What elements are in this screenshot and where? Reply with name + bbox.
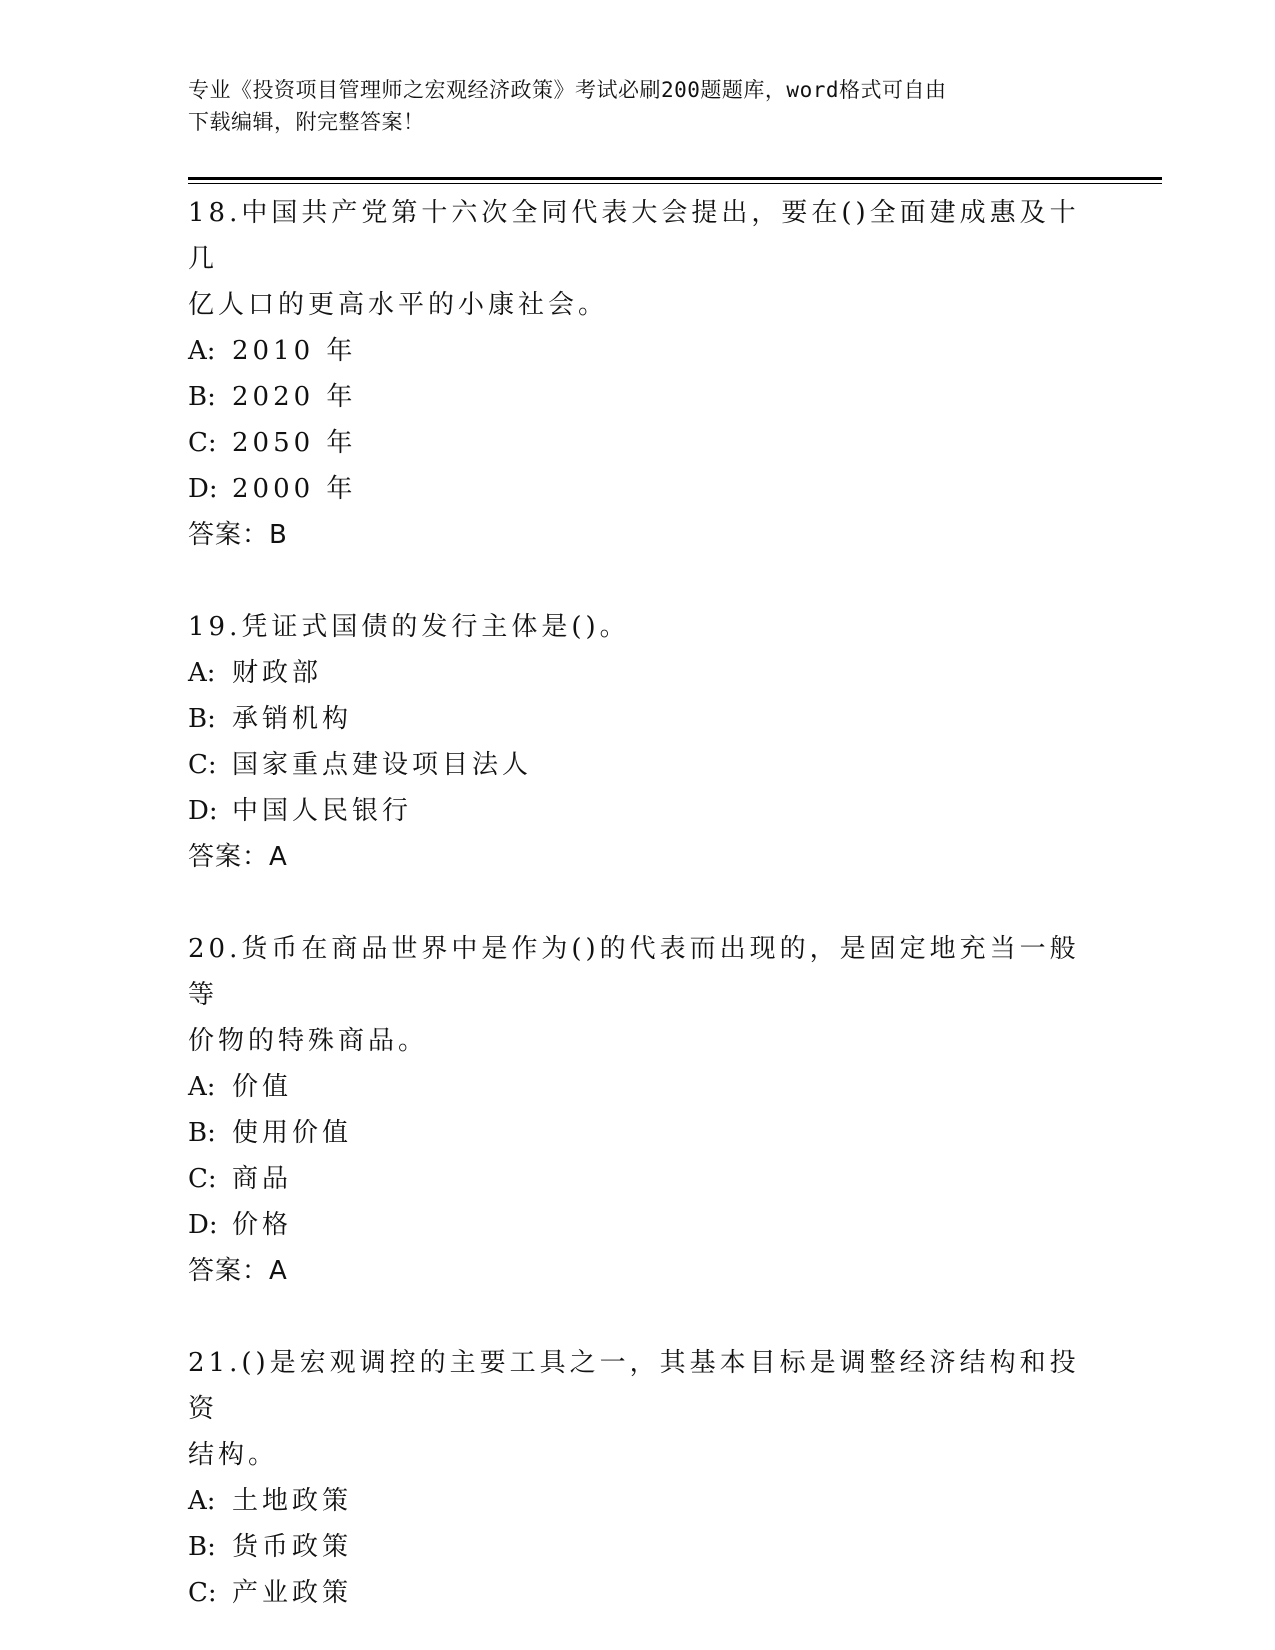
question-spacer	[188, 880, 1088, 926]
answer-line: 答案：B	[188, 520, 288, 550]
question-stem-line: 21.()是宏观调控的主要工具之一，其基本目标是调整经济结构和投资	[188, 1348, 1080, 1424]
question-21	[188, 1340, 1088, 1616]
option-letter: C:	[188, 1164, 217, 1194]
question-stem-line: 18.中国共产党第十六次全同代表大会提出，要在()全面建成惠及十几	[188, 198, 1080, 274]
answer-line: 答案：A	[188, 1256, 288, 1286]
header-divider-thin	[188, 183, 1162, 184]
option-text: 中国人民银行	[232, 796, 413, 826]
option-letter: B:	[188, 1118, 216, 1148]
option-letter: B:	[188, 382, 216, 412]
option-letter: D:	[188, 796, 218, 826]
option-a	[188, 650, 1088, 696]
header-line-2: 下载编辑，附完整答案！	[188, 110, 425, 134]
option-letter: C:	[188, 1578, 217, 1608]
option-c	[188, 1570, 1088, 1616]
option-letter: B:	[188, 1532, 216, 1562]
option-text: 国家重点建设项目法人	[232, 750, 533, 780]
option-letter: A:	[188, 1486, 216, 1516]
question-list	[188, 190, 1088, 1616]
option-text: 财政部	[232, 658, 323, 688]
option-letter: A:	[188, 1072, 216, 1102]
option-c	[188, 420, 1088, 466]
header-line-1: 专业《投资项目管理师之宏观经济政策》考试必刷200题题库，word格式可自由	[188, 78, 947, 102]
option-text: 承销机构	[232, 704, 353, 734]
option-b	[188, 1524, 1088, 1570]
option-b	[188, 374, 1088, 420]
option-text: 价格	[232, 1210, 293, 1240]
option-d	[188, 788, 1088, 834]
option-text: 2020 年	[232, 382, 357, 412]
question-19	[188, 604, 1088, 880]
document-header	[188, 74, 1078, 138]
option-text: 货币政策	[232, 1532, 353, 1562]
header-divider-thick	[188, 177, 1162, 180]
option-a	[188, 1064, 1088, 1110]
option-c	[188, 742, 1088, 788]
option-text: 产业政策	[232, 1578, 353, 1608]
option-letter: A:	[188, 658, 216, 688]
question-spacer	[188, 1294, 1088, 1340]
answer-line: 答案：A	[188, 842, 288, 872]
option-letter: D:	[188, 1210, 218, 1240]
option-d	[188, 1202, 1088, 1248]
option-c	[188, 1156, 1088, 1202]
option-b	[188, 1110, 1088, 1156]
option-d	[188, 466, 1088, 512]
option-letter: A:	[188, 336, 216, 366]
option-text: 使用价值	[232, 1118, 353, 1148]
question-stem-line: 亿人口的更高水平的小康社会。	[188, 290, 609, 320]
option-text: 2050 年	[232, 428, 357, 458]
question-20	[188, 926, 1088, 1294]
option-a	[188, 1478, 1088, 1524]
option-text: 2010 年	[232, 336, 357, 366]
question-stem-line: 20.货币在商品世界中是作为()的代表而出现的，是固定地充当一般等	[188, 934, 1080, 1010]
question-stem-line: 价物的特殊商品。	[188, 1026, 429, 1056]
option-text: 价值	[232, 1072, 293, 1102]
option-b	[188, 696, 1088, 742]
option-text: 土地政策	[232, 1486, 353, 1516]
option-a	[188, 328, 1088, 374]
question-spacer	[188, 558, 1088, 604]
option-letter: B:	[188, 704, 216, 734]
question-stem-line: 结构。	[188, 1440, 279, 1470]
question-stem-line: 19.凭证式国债的发行主体是()。	[188, 612, 630, 642]
option-letter: D:	[188, 474, 218, 504]
option-letter: C:	[188, 750, 217, 780]
option-text: 商品	[232, 1164, 293, 1194]
option-text: 2000 年	[232, 474, 357, 504]
question-18	[188, 190, 1088, 558]
option-letter: C:	[188, 428, 217, 458]
